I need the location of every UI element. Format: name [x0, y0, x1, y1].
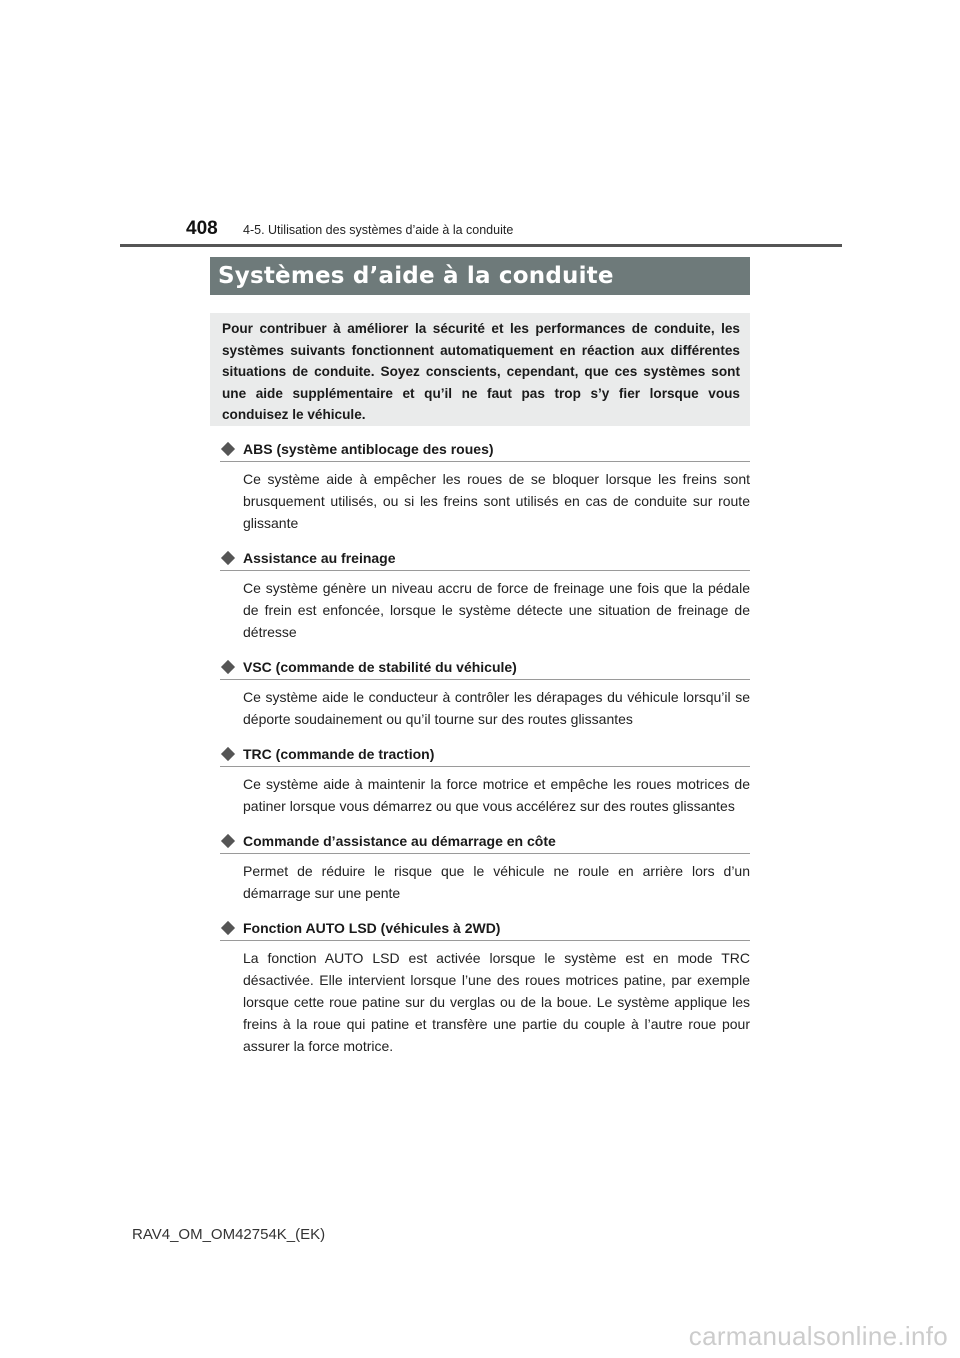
item-vsc: [220, 658, 750, 730]
item-hill-start-assist: [220, 832, 750, 904]
item-body: Ce système aide à empêcher les roues de se bloquer lorsque les freins sont brusquement utilisés, ou si les freins sont utilisés en cas de conduite sur route glissante: [243, 471, 750, 531]
section-reference: 4-5. Utilisation des systèmes d’aide à la conduite: [243, 223, 514, 237]
item-title: Commande d’assistance au démarrage en côte: [243, 833, 556, 849]
content: [220, 440, 750, 1057]
item-abs: [220, 440, 750, 534]
header-rule: [120, 244, 842, 247]
item-title: ABS (système antiblocage des roues): [243, 441, 494, 457]
item-heading: [220, 745, 750, 767]
item-heading: [220, 549, 750, 571]
item-heading: [220, 440, 750, 462]
diamond-bullet-icon: [221, 747, 235, 761]
page-number: 408: [186, 218, 218, 239]
diamond-bullet-icon: [221, 442, 235, 456]
item-title: VSC (commande de stabilité du véhicule): [243, 659, 517, 675]
item-title: Assistance au freinage: [243, 550, 396, 566]
watermark: carmanualsonline.info: [688, 1321, 948, 1351]
page-title: Systèmes d’aide à la conduite: [218, 263, 614, 289]
footer-code: RAV4_OM_OM42754K_(EK): [132, 1226, 326, 1243]
title-bar: [210, 257, 750, 295]
item-brake-assist: [220, 549, 750, 643]
item-trc: [220, 745, 750, 817]
diamond-bullet-icon: [221, 551, 235, 565]
item-heading: [220, 658, 750, 680]
item-heading: [220, 832, 750, 854]
item-heading: [220, 919, 750, 941]
diamond-bullet-icon: [221, 834, 235, 848]
item-title: Fonction AUTO LSD (véhicules à 2WD): [243, 920, 501, 936]
item-body: Ce système génère un niveau accru de force de freinage une fois que la pédale de frein est enfoncée, lorsque le système détecte une situation de freinage de détresse: [243, 580, 750, 640]
item-body: La fonction AUTO LSD est activée lorsque le système est en mode TRC désactivée. Elle intervient lorsque l’une des roues motrices patine, par exemple lorsque cette roue patine sur du verglas ou de la boue. Le système applique les freins à la roue qui patine et transfère une partie du couple à l’autre roue pour assurer la force motrice.: [243, 950, 750, 1054]
item-body: Ce système aide à maintenir la force motrice et empêche les roues motrices de patiner lorsque vous démarrez ou que vous accélérez sur des routes glissantes: [243, 776, 750, 814]
item-body: Permet de réduire le risque que le véhicule ne roule en arrière lors d’un démarrage sur une pente: [243, 863, 750, 901]
item-body: Ce système aide le conducteur à contrôler les dérapages du véhicule lorsqu’il se déporte soudainement ou qu’il tourne sur des routes glissantes: [243, 689, 750, 727]
item-title: TRC (commande de traction): [243, 746, 435, 762]
item-auto-lsd: [220, 919, 750, 1057]
intro-box: Pour contribuer à améliorer la sécurité et les performances de conduite, les systèmes suivants fonctionnent automatiquement en réaction aux différentes situations de conduite. Soyez conscients, cependant, que ces systèmes sont une aide supplémentaire et qu’il ne faut pas trop s’y fier lorsque vous conduisez le véhicule.: [210, 313, 750, 426]
diamond-bullet-icon: [221, 660, 235, 674]
diamond-bullet-icon: [221, 921, 235, 935]
